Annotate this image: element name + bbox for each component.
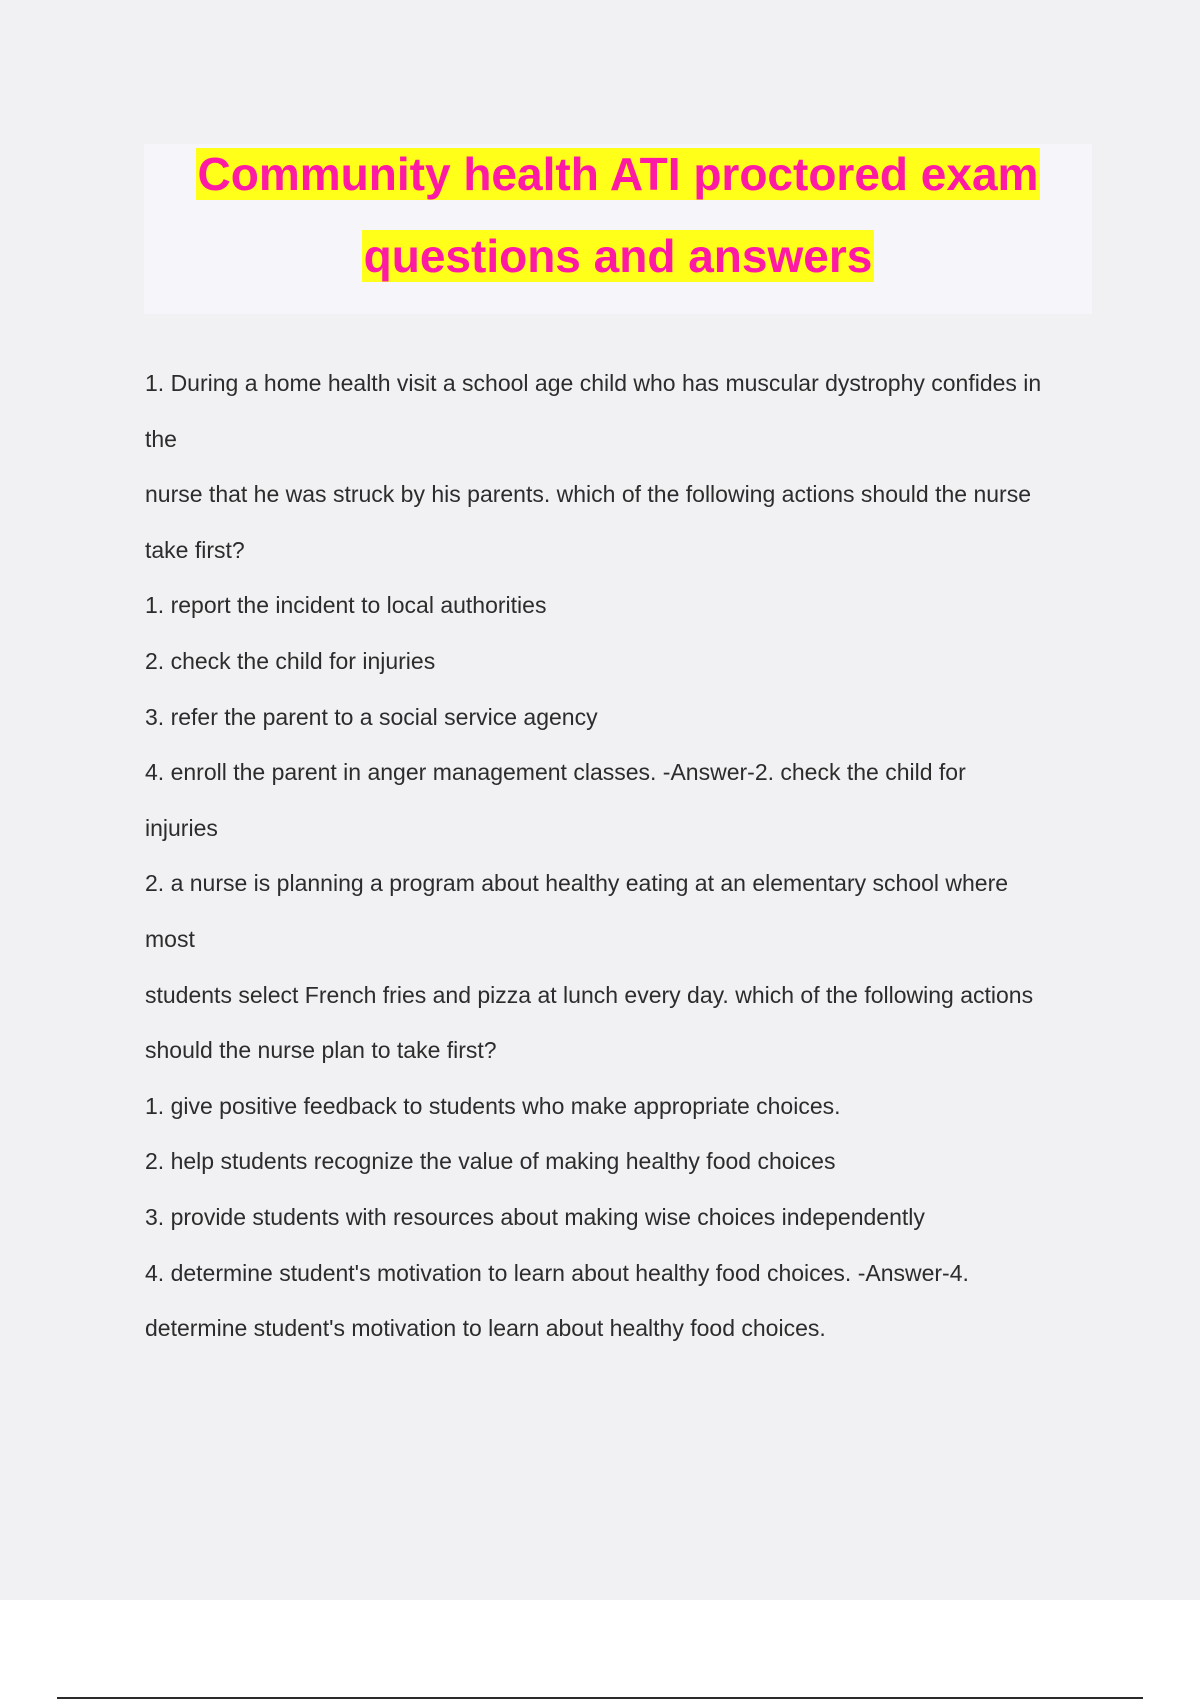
page-title-line-1 [144,146,1092,202]
text-line: most [145,925,195,952]
body-text [145,355,1095,1356]
text-line: determine student's motivation to learn about healthy food choices. [145,1315,826,1342]
text-line: 2. help students recognize the value of making healthy food choices [145,1148,836,1175]
text-line: 4. determine student's motivation to learn about healthy food choices. -Answer-4. [145,1259,969,1286]
text-line: 1. report the incident to local authorities [145,592,547,619]
text-line: the [145,425,177,452]
text-line: should the nurse plan to take first? [145,1037,497,1064]
text-line: 3. provide students with resources about making wise choices independently [145,1203,925,1230]
title-highlight: questions and answers [363,230,873,282]
title-block [144,144,1092,314]
text-line: 3. refer the parent to a social service agency [145,703,598,730]
text-line: 4. enroll the parent in anger management classes. -Answer-2. check the child for [145,759,966,786]
title-highlight: Community health ATI proctored exam [197,148,1039,200]
text-line: 1. During a home health visit a school age child who has muscular dystrophy confides in [145,370,1042,396]
text-line: students select French fries and pizza at lunch every day. which of the following actions [145,981,1034,1008]
text-line: nurse that he was struck by his parents. which of the following actions should the nurse [145,481,1031,508]
text-line: 2. a nurse is planning a program about healthy eating at an elementary school where [145,870,1009,897]
text-line: 2. check the child for injuries [145,647,436,674]
text-line: take first? [145,536,245,563]
footer-divider [57,1697,1143,1699]
page-title-line-2 [144,228,1092,284]
text-line: 1. give positive feedback to students who make appropriate choices. [145,1092,841,1119]
text-line: injuries [145,814,218,841]
